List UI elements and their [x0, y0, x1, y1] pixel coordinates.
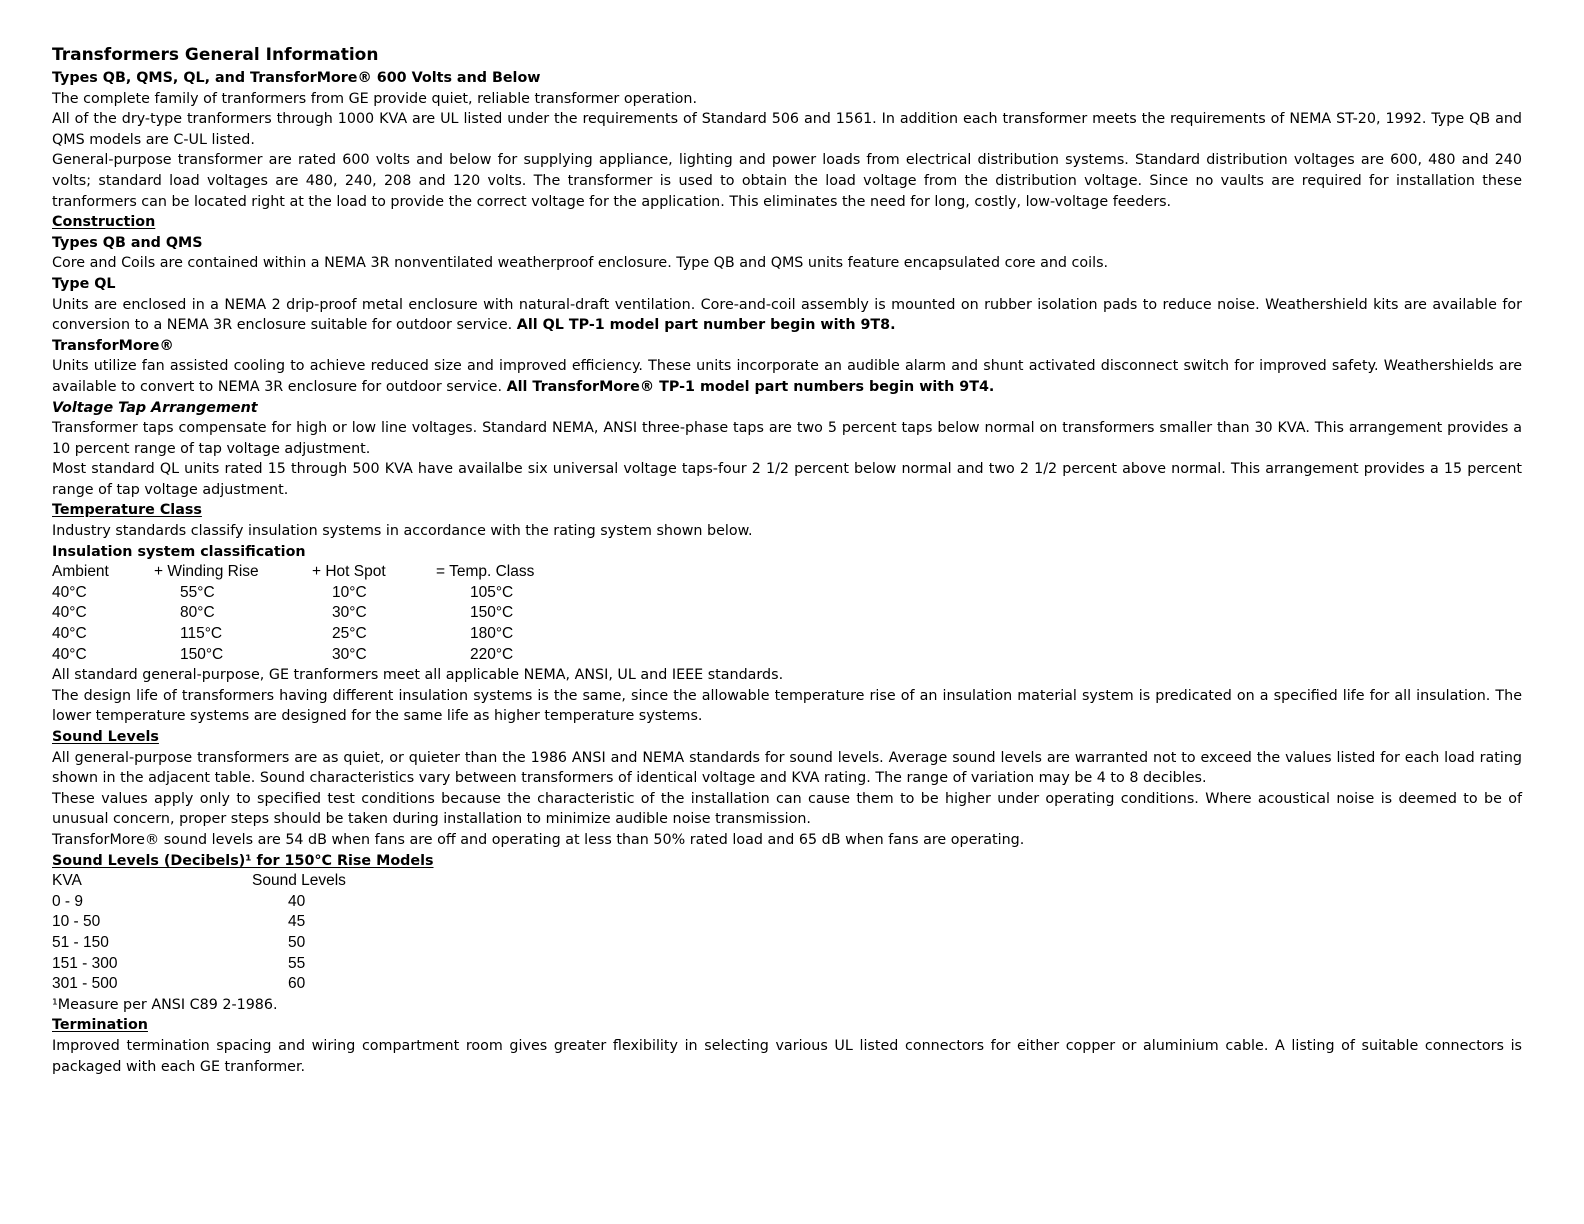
table-cell: 40 — [288, 892, 306, 910]
column-header: Sound Levels — [252, 872, 346, 890]
paragraph-temperature: Industry standards classify insulation systems in accordance with the rating system shown below. — [52, 523, 753, 540]
table-cell: 25°C — [332, 625, 367, 643]
table-cell: 115°C — [180, 625, 223, 643]
insulation-table-heading: Insulation system classification — [52, 543, 306, 560]
paragraph-ql — [52, 295, 1522, 336]
subheading-transformore: TransforMore® — [52, 337, 174, 354]
column-header: = Temp. Class — [436, 563, 535, 581]
paragraph-standards: All standard general-purpose, GE tranformers meet all applicable NEMA, ANSI, UL and IEEE standards. — [52, 667, 784, 684]
paragraph-qb-qms: Core and Coils are contained within a NEMA 3R nonventilated weatherproof enclosure. Type QB and QMS units feature encapsulated core and coils. — [52, 255, 1109, 272]
table-row — [52, 645, 1522, 666]
table-cell: 10°C — [332, 583, 367, 601]
table-cell: 40°C — [52, 583, 87, 601]
subheading-qb-qms: Types QB and QMS — [52, 234, 203, 251]
insulation-table — [52, 562, 1522, 665]
table-row — [52, 912, 1522, 933]
paragraph-transformore — [52, 356, 1522, 397]
table-row — [52, 892, 1522, 913]
column-header: + Winding Rise — [154, 563, 259, 581]
table-header-row — [52, 562, 1522, 583]
table-cell: 0 - 9 — [52, 892, 84, 910]
table-cell: 10 - 50 — [52, 913, 101, 931]
sound-table — [52, 871, 1522, 995]
table-cell: 30°C — [332, 645, 367, 663]
subheading-ql: Type QL — [52, 275, 116, 292]
paragraph-design-life: The design life of transformers having different insulation systems is the same, since the allowable temperature rise of an insulation material system is predicated on a specified life for all insulation. The lower temperature systems are designed for the same life as higher temperature systems. — [52, 687, 1522, 725]
paragraph-voltage-tap: Transformer taps compensate for high or low line voltages. Standard NEMA, ANSI three-phase taps are two 5 percent taps below normal on transformers smaller than 30 KVA. This arrangement provides a 10 percent range of tap voltage adjustment. — [52, 420, 1522, 457]
subheading-voltage-tap: Voltage Tap Arrangement — [52, 399, 258, 416]
column-header: Ambient — [52, 563, 109, 581]
section-heading-termination: Termination — [52, 1017, 148, 1034]
table-row — [52, 954, 1522, 975]
table-row — [52, 603, 1522, 624]
paragraph-sound: All general-purpose transformers are as quiet, or quieter than the 1986 ANSI and NEMA standards for sound levels. Average sound levels are warranted not to exceed the values listed for each load rating shown in the adjacent table. Sound characteristics vary between transformers of identical voltage and KVA rating. The range of variation may be 4 to 8 decibles. — [52, 749, 1522, 787]
table-cell: 30°C — [332, 604, 367, 622]
table-cell: 151 - 300 — [52, 954, 118, 972]
sound-table-heading: Sound Levels (Decibels)¹ for 150°C Rise Models — [52, 852, 434, 869]
paragraph-sound: These values apply only to specified test conditions because the characteristic of the installation can cause them to be higher under operating conditions. Where acoustical noise is deemed to be of unusual concern, proper steps should be taken during installation to minimize audible noise transmission. — [52, 790, 1522, 828]
table-cell: 40°C — [52, 604, 87, 622]
table-row — [52, 974, 1522, 995]
table-cell: 150°C — [180, 645, 224, 663]
table-cell: 60 — [288, 975, 306, 993]
table-cell: 80°C — [180, 604, 215, 622]
section-heading-temperature: Temperature Class — [52, 502, 202, 519]
paragraph-voltage-tap: Most standard QL units rated 15 through 500 KVA have availalbe six universal voltage taps-four 2 1/2 percent below normal and two 2 1/2 percent above normal. This arrangement provides a 15 percent range of tap voltage adjustment. — [52, 461, 1522, 498]
paragraph-termination: Improved termination spacing and wiring compartment room gives greater flexibility in selecting various UL listed connectors for either copper or aluminium cable. A listing of suitable connectors is packaged with each GE tranformer. — [52, 1037, 1522, 1075]
table-cell: 150°C — [470, 604, 514, 622]
section-heading-sound: Sound Levels — [52, 729, 159, 745]
table-cell: 55°C — [180, 583, 215, 601]
table-cell: 180°C — [470, 625, 514, 643]
document-page — [52, 44, 1522, 1077]
subtitle: Types QB, QMS, QL, and TransforMore® 600 Volts and Below — [52, 70, 541, 86]
intro-paragraph: All of the dry-type tranformers through 1000 KVA are UL listed under the requirements of Standard 506 and 1561. In addition each transformer meets the requirements of NEMA ST-20, 1992. Type QB and QMS models are C-UL listed. — [52, 111, 1522, 148]
table-cell: 220°C — [470, 645, 514, 663]
table-row — [52, 583, 1522, 604]
table-cell: 301 - 500 — [52, 975, 118, 993]
footnote: ¹Measure per ANSI C89 2-1986. — [52, 996, 278, 1013]
column-header: KVA — [52, 872, 82, 890]
intro-paragraph: General-purpose transformer are rated 600 volts and below for supplying appliance, lighting and power loads from electrical distribution systems. Standard distribution voltages are 600, 480 and 240 volts; standard load voltages are 480, 240, 208 and 120 volts. The transformer is used to obtain the load voltage from the distribution voltage. Since no vaults are required for installation these tranformers can be located right at the load to provide the correct voltage for the application. This eliminates the need for long, costly, low-voltage feeders. — [52, 152, 1522, 210]
table-cell: 45 — [288, 913, 306, 931]
table-row — [52, 933, 1522, 954]
column-header: + Hot Spot — [312, 563, 386, 581]
transformore-text: Units utilize fan assisted cooling to achieve reduced size and improved efficiency. These units incorporate an audible alarm and shunt activated disconnect switch for improved safety. Weathershields are available to convert to NEMA 3R enclosure for outdoor service. — [52, 358, 1522, 395]
section-heading-construction: Construction — [52, 214, 156, 231]
ql-text: Units are enclosed in a NEMA 2 drip-proof metal enclosure with natural-draft ventilation. Core-and-coil assembly is mounted on rubber isolation pads to reduce noise. Weathershield kits are available for conversion to a NEMA 3R enclosure suitable for outdoor service. — [52, 296, 1522, 334]
table-header-row — [52, 871, 1522, 892]
table-cell: 40°C — [52, 645, 87, 663]
table-cell: 55 — [288, 954, 306, 972]
page-title: Transformers General Information — [52, 45, 379, 65]
transformore-part-number-note: All TransforMore® TP-1 model part numbers begin with 9T4. — [506, 378, 995, 395]
table-cell: 50 — [288, 933, 306, 951]
table-cell: 51 - 150 — [52, 933, 109, 951]
ql-part-number-note: All QL TP-1 model part number begin with 9T8. — [516, 317, 896, 334]
intro-paragraph: The complete family of tranformers from GE provide quiet, reliable transformer operation. — [52, 90, 698, 107]
paragraph-sound: TransforMore® sound levels are 54 dB when fans are off and operating at less than 50% rated load and 65 dB when fans are operating. — [52, 831, 1025, 848]
table-row — [52, 624, 1522, 645]
table-cell: 105°C — [470, 583, 514, 601]
table-cell: 40°C — [52, 625, 87, 643]
